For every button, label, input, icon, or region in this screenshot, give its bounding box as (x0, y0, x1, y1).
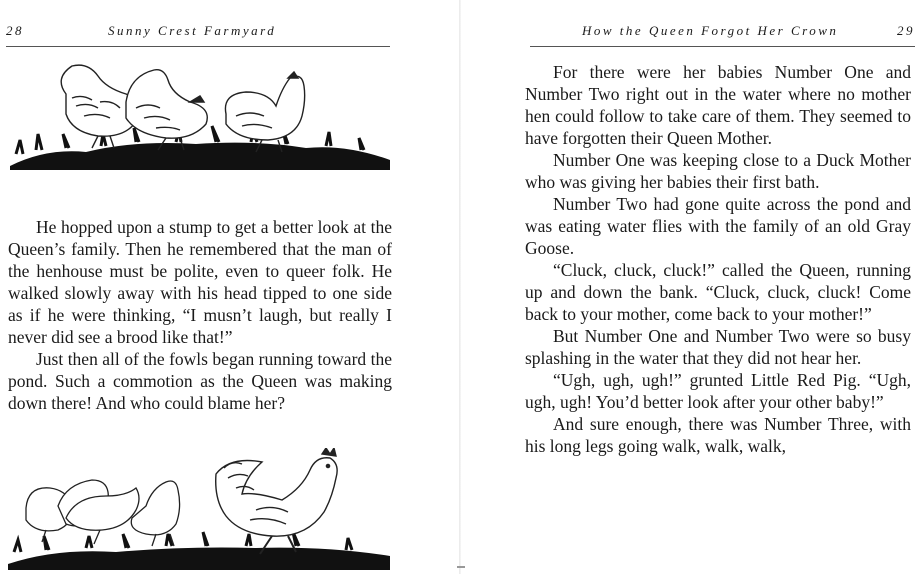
right-running-head (530, 14, 915, 47)
right-running-title: How the Queen Forgot Her Crown (582, 23, 839, 38)
left-page-text (8, 216, 392, 414)
right-page-text (525, 61, 911, 457)
paragraph: But Number One and Number Two were so busy splashing in the water that they did not hear her. (525, 326, 911, 368)
hens-running-illustration (6, 58, 392, 174)
hens-and-rooster-illustration (6, 448, 392, 572)
paragraph: “Ugh, ugh, ugh!” grunted Little Red Pig. “Ugh, ugh, ugh! You’d better look after your other baby!” (525, 370, 911, 412)
paragraph: For there were her babies Number One and Number Two right out in the water where no mother hen could follow to take care of them. They seemed to have forgotten their Queen Mother. (525, 62, 911, 148)
right-page (460, 0, 920, 574)
paragraph: Number One was keeping close to a Duck Mother who was giving her babies their first bath. (525, 150, 911, 192)
left-page-number: 28 (6, 23, 24, 38)
paragraph: “Cluck, cluck, cluck!” called the Queen, running up and down the bank. “Cluck, cluck, cluck! Come back to your mother, come back to your mother!” (525, 260, 911, 324)
right-page-number: 29 (897, 23, 915, 38)
paragraph: Number Two had gone quite across the pond and was eating water flies with the family of an old Gray Goose. (525, 194, 911, 258)
paragraph: He hopped upon a stump to get a better look at the Queen’s family. Then he remembered that the man of the henhouse must be polite, even to queer folk. He walked slowly away with his head tipped to one side as if he were thinking, “I musn’t laugh, but really I never did see a brood like that!” (8, 217, 392, 347)
paragraph: Just then all of the fowls began running toward the pond. Such a commotion as the Queen was making down there! And who could blame her? (8, 349, 392, 413)
left-running-head (6, 14, 390, 47)
left-running-title: Sunny Crest Farmyard (108, 23, 277, 38)
paragraph: And sure enough, there was Number Three, with his long legs going walk, walk, walk, (525, 414, 911, 456)
